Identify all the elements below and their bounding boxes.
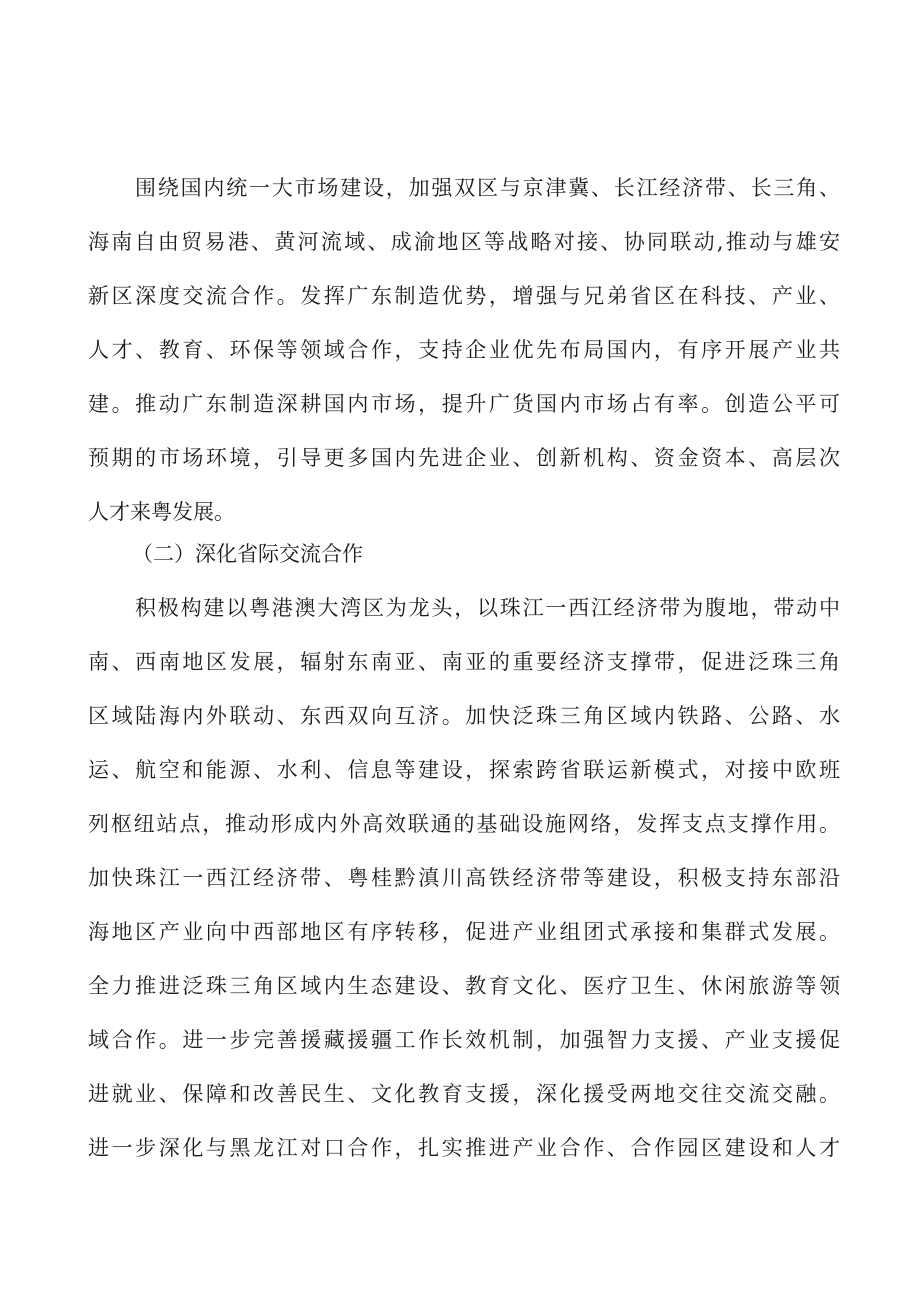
text-line: 区域陆海内外联动、东西双向互济。加快泛珠三角区域内铁路、公路、水 — [88, 704, 840, 728]
text-line: 积极构建以粤港澳大湾区为龙头，以珠江一西江经济带为腹地，带动中 — [135, 596, 840, 620]
text-line: 运、航空和能源、水利、信息等建设，探索跨省联运新模式，对接中欧班 — [88, 758, 840, 782]
text-line: 海地区产业向中西部地区有序转移，促进产业组团式承接和集群式发展。 — [88, 920, 840, 944]
text-line: 人才来粤发展。 — [88, 500, 235, 524]
text-line: 域合作。进一步完善援藏援疆工作长效机制，加强智力支援、产业支援促 — [88, 1028, 840, 1052]
text-line: 南、西南地区发展，辐射东南亚、南亚的重要经济支撑带，促进泛珠三角 — [88, 650, 840, 674]
text-line: 围绕国内统一大市场建设，加强双区与京津冀、长江经济带、长三角、 — [135, 176, 840, 200]
text-line: 新区深度交流合作。发挥广东制造优势，增强与兄弟省区在科技、产业、 — [88, 284, 840, 308]
text-line: 建。推动广东制造深耕国内市场，提升广货国内市场占有率。创造公平可 — [88, 392, 840, 416]
text-line: 预期的市场环境，引导更多国内先进企业、创新机构、资金资本、高层次 — [88, 446, 840, 470]
body-paragraph — [88, 161, 840, 539]
body-paragraph — [88, 581, 840, 1175]
text-line: 进就业、保障和改善民生、文化教育支援，深化援受两地交往交流交融。 — [88, 1082, 840, 1106]
text-line: 列枢纽站点，推动形成内外高效联通的基础设施网络，发挥支点支撑作用。 — [88, 812, 840, 836]
text-line: 全力推进泛珠三角区域内生态建设、教育文化、医疗卫生、休闲旅游等领 — [88, 974, 840, 998]
text-line: 海南自由贸易港、黄河流域、成渝地区等战略对接、协同联动,推动与雄安 — [88, 230, 840, 254]
section-heading: （二）深化省际交流合作 — [132, 542, 363, 566]
text-line: 加快珠江一西江经济带、粤桂黔滇川高铁经济带等建设，积极支持东部沿 — [88, 866, 840, 890]
text-line: 进一步深化与黑龙江对口合作，扎实推进产业合作、合作园区建设和人才 — [88, 1136, 840, 1160]
text-line: 人才、教育、环保等领域合作，支持企业优先布局国内，有序开展产业共 — [88, 338, 840, 362]
